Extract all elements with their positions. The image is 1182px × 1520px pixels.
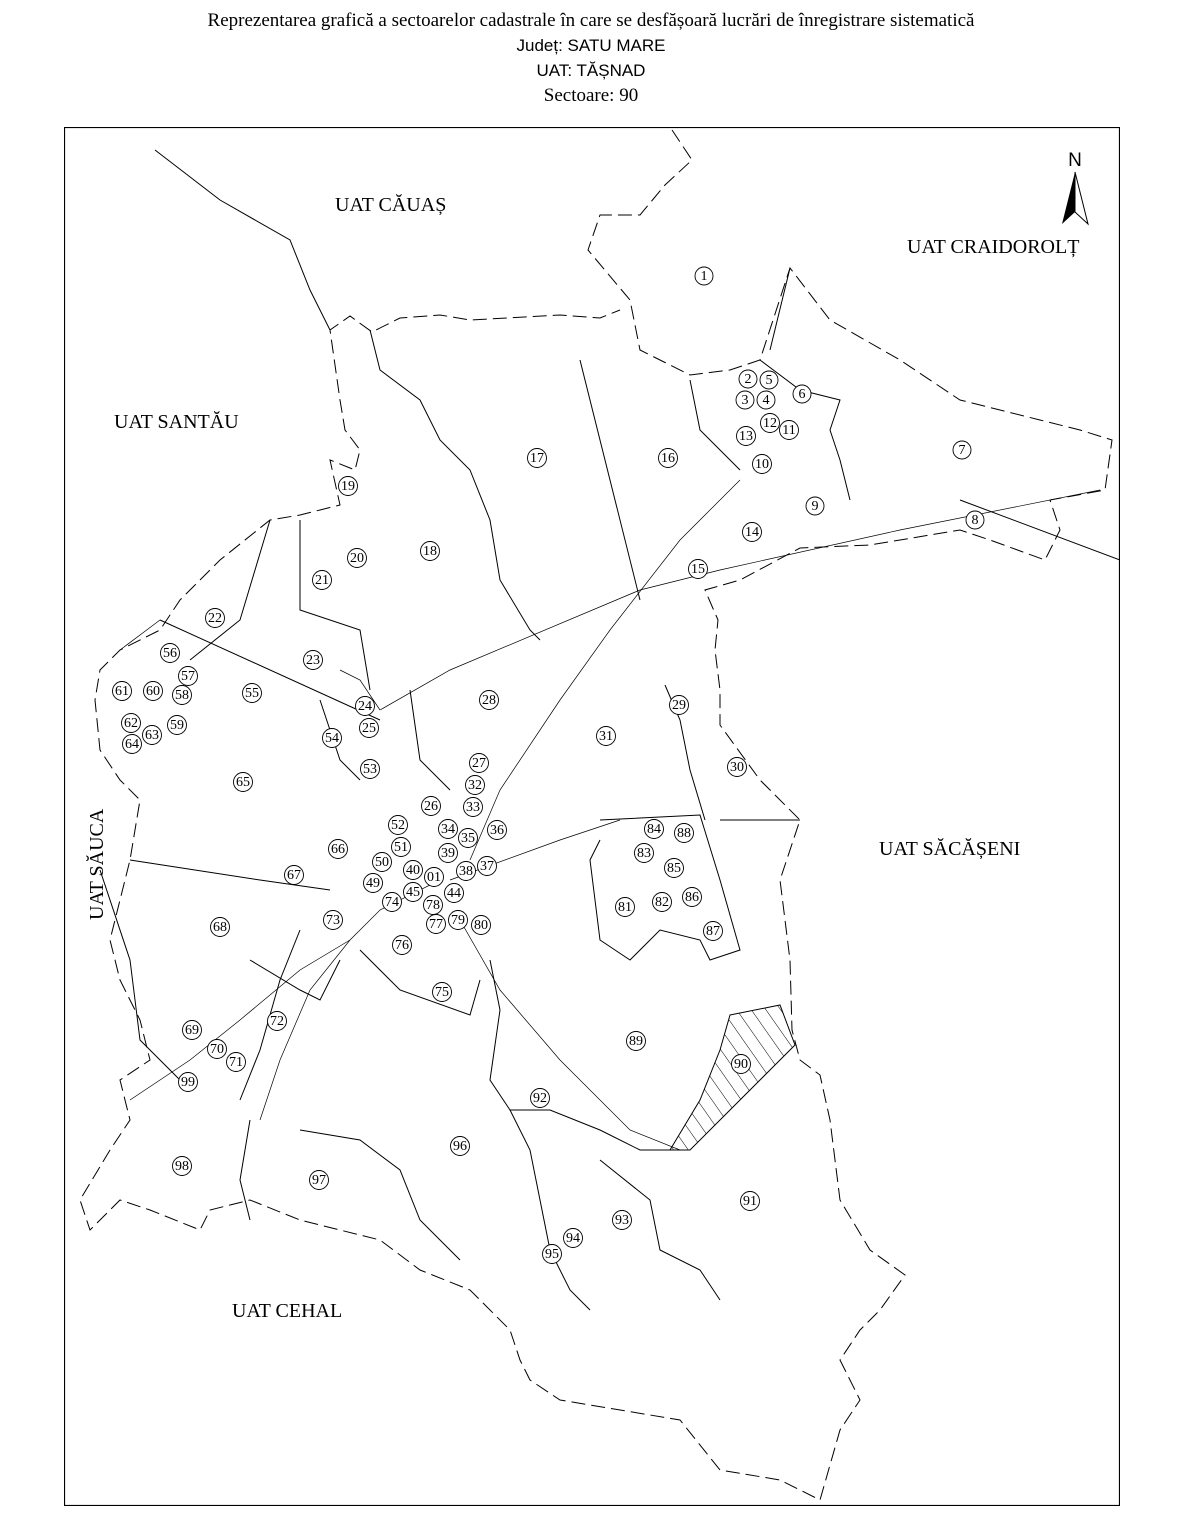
road-line (260, 880, 440, 1120)
sector-label: 14 (745, 525, 759, 540)
road-line (120, 620, 160, 650)
sector-label: 78 (426, 898, 440, 913)
sector-label: 21 (315, 573, 329, 588)
sector-marker-16[interactable] (659, 449, 678, 468)
sector-marker-90[interactable] (732, 1055, 751, 1074)
county-label: Județ: SATU MARE (516, 36, 666, 55)
sector-label: 11 (782, 423, 796, 438)
sector-marker-35[interactable] (459, 829, 478, 848)
boundary-line (155, 150, 330, 330)
sector-marker-51[interactable] (392, 838, 411, 857)
map-border (65, 128, 1120, 1506)
sector-label: 28 (482, 693, 496, 708)
sectors-count: Sectoare: 90 (543, 85, 639, 106)
sector-label: 25 (362, 721, 376, 736)
sector-label: 33 (466, 800, 480, 815)
boundary-line (600, 1160, 720, 1300)
sector-marker-55[interactable] (243, 684, 262, 703)
sector-label: 86 (685, 890, 699, 905)
sector-marker-61[interactable] (113, 682, 132, 701)
sector-marker-44[interactable] (445, 884, 464, 903)
sector-marker-3[interactable] (736, 391, 754, 409)
sector-marker-6[interactable] (793, 385, 811, 403)
sector-label: 49 (366, 876, 380, 891)
uat-cauas-label: UAT CĂUAȘ (335, 194, 447, 216)
sector-marker-9[interactable] (806, 497, 824, 515)
sector-marker-83[interactable] (635, 844, 654, 863)
sector-marker-27[interactable] (470, 754, 489, 773)
sector-marker-89[interactable] (627, 1032, 646, 1051)
sector-label: 70 (210, 1042, 224, 1057)
sector-marker-93[interactable] (613, 1211, 632, 1230)
uat-boundary (80, 130, 1112, 1500)
sector-label: 50 (375, 855, 389, 870)
sector-marker-68[interactable] (211, 918, 230, 937)
sector-label: 66 (331, 842, 345, 857)
sector-label: 3 (741, 393, 749, 408)
sector-label: 8 (971, 513, 979, 528)
sector-marker-5[interactable] (760, 371, 778, 389)
sector-label: 20 (350, 551, 364, 566)
sector-marker-81[interactable] (616, 898, 635, 917)
sector-marker-85[interactable] (665, 859, 684, 878)
sector-marker-13[interactable] (737, 427, 756, 446)
sector-label: 26 (424, 799, 438, 814)
sector-label: 37 (480, 859, 494, 874)
boundary-line (300, 1130, 460, 1260)
boundary-line (510, 1110, 590, 1310)
sector-label: 44 (447, 886, 461, 901)
sector-marker-39[interactable] (439, 844, 458, 863)
sector-marker-74[interactable] (383, 893, 402, 912)
sector-marker-78[interactable] (424, 896, 443, 915)
sector-marker-53[interactable] (361, 760, 380, 779)
sector-label: 53 (363, 762, 377, 777)
sector-label: 68 (213, 920, 227, 935)
sector-label: 83 (637, 846, 651, 861)
sector-label: 31 (599, 729, 613, 744)
sector-label: 90 (734, 1057, 748, 1072)
sector-label: 95 (545, 1247, 559, 1262)
sector-label: 60 (146, 684, 160, 699)
sector-marker-94[interactable] (564, 1229, 583, 1248)
uat-craidorolt-label: UAT CRAIDOROLȚ (907, 236, 1080, 258)
sector-marker-99[interactable] (179, 1073, 198, 1092)
sector-label: 67 (287, 868, 301, 883)
sector-label: 54 (325, 731, 339, 746)
boundary-line (360, 950, 480, 1015)
boundary-line (770, 268, 790, 350)
sector-label: 82 (655, 895, 669, 910)
sector-label: 91 (743, 1194, 757, 1209)
sector-marker-31[interactable] (597, 727, 616, 746)
sector-label: 69 (185, 1023, 199, 1038)
uat-cehal-label: UAT CEHAL (232, 1300, 343, 1322)
sector-label: 80 (474, 918, 488, 933)
map-frame (64, 127, 1120, 1506)
boundary-line (370, 330, 540, 640)
sector-label: 97 (312, 1173, 326, 1188)
sector-marker-69[interactable] (183, 1021, 202, 1040)
boundary-line (690, 380, 740, 470)
sector-label: 79 (451, 913, 465, 928)
sector-label: 24 (358, 699, 372, 714)
sector-label: 98 (175, 1159, 189, 1174)
north-arrow-icon (1062, 150, 1088, 224)
sector-marker-96[interactable] (451, 1137, 470, 1156)
sector-marker-98[interactable] (173, 1157, 192, 1176)
sector-marker-4[interactable] (757, 391, 775, 409)
sector-marker-86[interactable] (683, 888, 702, 907)
sector-marker-77[interactable] (427, 915, 446, 934)
sector-marker-73[interactable] (324, 911, 343, 930)
sector-label: 01 (427, 870, 441, 885)
sector-label: 72 (270, 1014, 284, 1029)
sector-marker-52[interactable] (389, 816, 408, 835)
sector-label: 39 (441, 846, 455, 861)
sector-label: 61 (115, 684, 129, 699)
sector-label: 89 (629, 1034, 643, 1049)
sector-marker-23[interactable] (304, 651, 323, 670)
sector-marker-12[interactable] (761, 414, 780, 433)
sector-label: 52 (391, 818, 405, 833)
sector-marker-84[interactable] (645, 820, 664, 839)
sector-label: 96 (453, 1139, 467, 1154)
sector-marker-49[interactable] (364, 874, 383, 893)
sector-label: 93 (615, 1213, 629, 1228)
sector-label: 76 (395, 938, 409, 953)
sector-label: 9 (811, 499, 819, 514)
boundary-line (960, 500, 1120, 560)
sector-marker-65[interactable] (234, 773, 253, 792)
sector-marker-79[interactable] (449, 911, 468, 930)
sector-marker-01[interactable] (425, 868, 444, 887)
sector-marker-29[interactable] (670, 696, 689, 715)
sector-marker-26[interactable] (422, 797, 441, 816)
sector-marker-7[interactable] (953, 441, 971, 459)
boundary-line (410, 690, 450, 790)
sector-markers (113, 267, 985, 1264)
sector-marker-30[interactable] (728, 758, 747, 777)
sector-marker-62[interactable] (122, 714, 141, 733)
sector-90-hatch (670, 1005, 795, 1150)
sector-label: 84 (647, 822, 661, 837)
sector-marker-67[interactable] (285, 866, 304, 885)
sector-marker-88[interactable] (675, 824, 694, 843)
sector-label: 99 (181, 1075, 195, 1090)
map-header (0, 8, 1182, 108)
sector-marker-18[interactable] (421, 542, 440, 561)
sector-label: 7 (958, 443, 966, 458)
road-line (460, 920, 680, 1150)
road-line (130, 940, 350, 1100)
sector-label: 34 (441, 822, 455, 837)
map-title: Reprezentarea grafică a sectoarelor cadastrale în care se desfășoară lucrări de înregistrare sistematică (207, 10, 975, 31)
sector-label: 45 (406, 885, 420, 900)
sector-marker-17[interactable] (528, 449, 547, 468)
sector-marker-95[interactable] (543, 1245, 562, 1264)
sector-marker-66[interactable] (329, 840, 348, 859)
sector-marker-87[interactable] (704, 922, 723, 941)
sector-label: 38 (459, 864, 473, 879)
sector-marker-58[interactable] (173, 686, 192, 705)
sector-marker-34[interactable] (439, 820, 458, 839)
sector-label: 59 (170, 718, 184, 733)
boundary-line (490, 960, 690, 1150)
sector-label: 81 (618, 900, 632, 915)
sector-marker-76[interactable] (393, 936, 412, 955)
sector-marker-25[interactable] (360, 719, 379, 738)
sector-label: 75 (435, 985, 449, 1000)
sector-marker-8[interactable] (966, 511, 984, 529)
sector-marker-32[interactable] (466, 776, 485, 795)
sector-marker-45[interactable] (404, 883, 423, 902)
sector-label: 12 (763, 416, 777, 431)
sector-label: 40 (406, 863, 420, 878)
sector-label: 88 (677, 826, 691, 841)
sector-label: 87 (706, 924, 720, 939)
sector-label: 18 (423, 544, 437, 559)
sector-label: 10 (755, 457, 769, 472)
sector-marker-19[interactable] (339, 477, 358, 496)
sector-marker-57[interactable] (179, 667, 198, 686)
sector-marker-70[interactable] (208, 1040, 227, 1059)
sector-label: 56 (163, 646, 177, 661)
sector-label: 27 (472, 756, 486, 771)
sector-marker-20[interactable] (348, 549, 367, 568)
sector-label: 73 (326, 913, 340, 928)
sector-label: 35 (461, 831, 475, 846)
sector-marker-10[interactable] (753, 455, 772, 474)
sector-label: 55 (245, 686, 259, 701)
sector-label: 13 (739, 429, 753, 444)
sector-label: 58 (175, 688, 189, 703)
sector-marker-15[interactable] (689, 560, 708, 579)
sector-label: 57 (181, 669, 195, 684)
sector-marker-38[interactable] (457, 862, 476, 881)
sector-label: 17 (530, 451, 544, 466)
sector-label: 16 (661, 451, 675, 466)
sector-label: 51 (394, 840, 408, 855)
sector-label: 6 (798, 387, 806, 402)
boundary-line (240, 1120, 250, 1220)
sector-marker-56[interactable] (161, 644, 180, 663)
map-canvas (64, 127, 1120, 1506)
sector-label: 1 (700, 269, 708, 284)
uat-label: UAT: TĂȘNAD (536, 61, 646, 80)
sector-label: 71 (229, 1055, 243, 1070)
road-line (380, 490, 1100, 710)
sector-label: 23 (306, 653, 320, 668)
sector-marker-36[interactable] (488, 821, 507, 840)
sector-marker-64[interactable] (123, 735, 142, 754)
sector-label: 30 (730, 760, 744, 775)
uat-sacaseni-label: UAT SĂCĂȘENI (879, 838, 1021, 860)
sector-marker-2[interactable] (739, 370, 757, 388)
sector-marker-1[interactable] (695, 267, 713, 285)
sector-label: 94 (566, 1231, 580, 1246)
sector-marker-63[interactable] (143, 726, 162, 745)
sector-label: 74 (385, 895, 399, 910)
sector-marker-22[interactable] (206, 609, 225, 628)
sector-marker-50[interactable] (373, 853, 392, 872)
sector-marker-37[interactable] (478, 857, 497, 876)
sector-marker-92[interactable] (531, 1089, 550, 1108)
sector-marker-59[interactable] (168, 716, 187, 735)
sector-marker-21[interactable] (313, 571, 332, 590)
sector-label: 36 (490, 823, 504, 838)
sector-marker-71[interactable] (227, 1053, 246, 1072)
sector-marker-24[interactable] (356, 697, 375, 716)
sector-label: 15 (691, 562, 705, 577)
sector-label: 19 (341, 479, 355, 494)
boundary-line (250, 960, 340, 1000)
sector-label: 65 (236, 775, 250, 790)
sector-label: 62 (124, 716, 138, 731)
boundary-line (100, 870, 180, 1080)
sector-marker-60[interactable] (144, 682, 163, 701)
sector-marker-91[interactable] (741, 1192, 760, 1211)
sector-label: 85 (667, 861, 681, 876)
uat-sauca-label: UAT SĂUCA (86, 808, 108, 920)
sector-label: 5 (765, 373, 773, 388)
sector-marker-72[interactable] (268, 1012, 287, 1031)
sector-marker-14[interactable] (743, 523, 762, 542)
sector-marker-54[interactable] (323, 729, 342, 748)
sector-marker-40[interactable] (404, 861, 423, 880)
sector-marker-28[interactable] (480, 691, 499, 710)
sector-label: 92 (533, 1091, 547, 1106)
sector-label: 77 (429, 917, 443, 932)
sector-marker-80[interactable] (472, 916, 491, 935)
sector-marker-82[interactable] (653, 893, 672, 912)
sector-marker-11[interactable] (780, 421, 799, 440)
sector-marker-75[interactable] (433, 983, 452, 1002)
sector-label: 64 (125, 737, 139, 752)
sector-label: 2 (744, 372, 752, 387)
sector-marker-97[interactable] (310, 1171, 329, 1190)
sector-marker-33[interactable] (464, 798, 483, 817)
north-label: N (1068, 150, 1082, 171)
sector-label: 63 (145, 728, 159, 743)
sector-label: 4 (762, 393, 770, 408)
uat-santau-label: UAT SANTĂU (114, 411, 239, 433)
sector-label: 29 (672, 698, 686, 713)
sector-label: 22 (208, 611, 222, 626)
sector-label: 32 (468, 778, 482, 793)
boundary-line (580, 360, 640, 600)
